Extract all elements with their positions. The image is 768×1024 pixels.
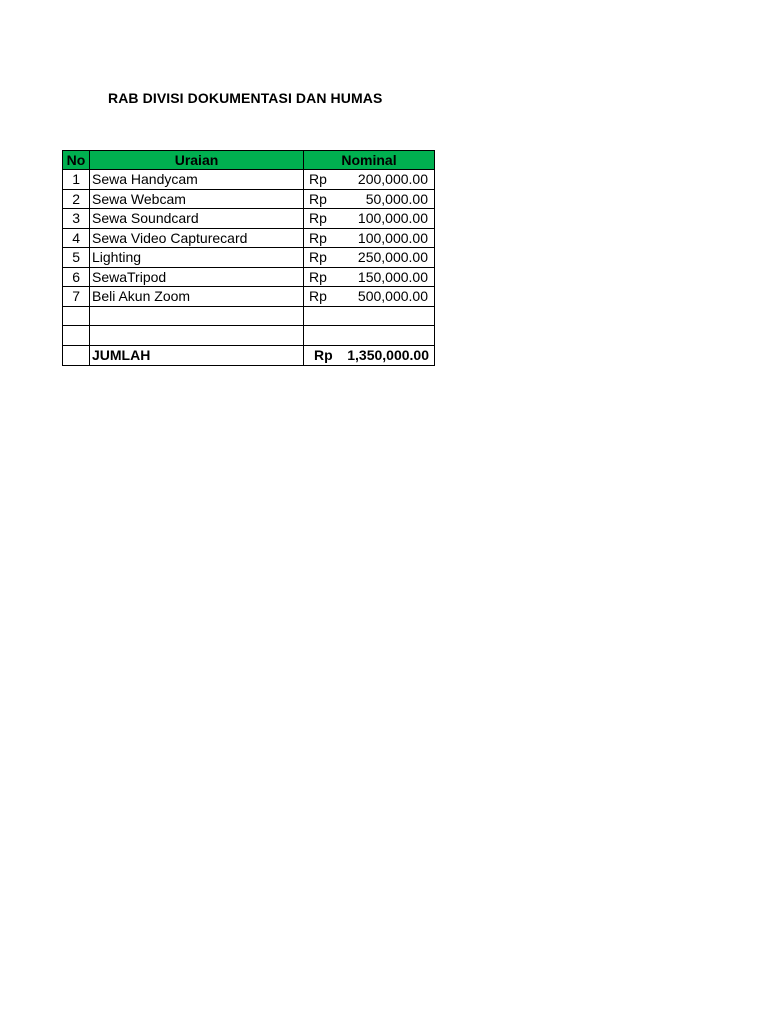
empty-row bbox=[63, 306, 435, 326]
empty-cell bbox=[63, 306, 90, 326]
empty-cell bbox=[63, 345, 90, 365]
row-nominal bbox=[304, 228, 435, 248]
currency-label: Rp bbox=[309, 171, 327, 187]
amount-value: 500,000.00 bbox=[357, 288, 428, 304]
total-currency-label: Rp bbox=[314, 346, 333, 363]
row-nominal bbox=[304, 267, 435, 287]
table-row bbox=[63, 248, 435, 268]
currency-label: Rp bbox=[309, 268, 327, 285]
empty-cell bbox=[304, 306, 435, 326]
empty-cell bbox=[90, 326, 304, 346]
header-nominal: Nominal bbox=[304, 151, 435, 170]
row-no: 2 bbox=[63, 189, 90, 209]
currency-label: Rp bbox=[309, 249, 327, 265]
table-header-row bbox=[63, 151, 435, 170]
empty-cell bbox=[304, 326, 435, 346]
amount-value: 100,000.00 bbox=[357, 210, 428, 226]
row-uraian: Sewa Handycam bbox=[90, 170, 304, 190]
row-no: 1 bbox=[63, 170, 90, 190]
budget-table bbox=[62, 150, 435, 366]
row-nominal bbox=[304, 287, 435, 307]
table-row bbox=[63, 189, 435, 209]
currency-label: Rp bbox=[309, 190, 327, 207]
row-no: 5 bbox=[63, 248, 90, 268]
row-no: 6 bbox=[63, 267, 90, 287]
currency-label: Rp bbox=[309, 288, 327, 304]
row-uraian: Sewa Webcam bbox=[90, 189, 304, 209]
empty-cell bbox=[63, 326, 90, 346]
amount-value: 200,000.00 bbox=[357, 171, 428, 187]
currency-label: Rp bbox=[309, 210, 327, 226]
empty-cell bbox=[90, 306, 304, 326]
amount-value: 50,000.00 bbox=[365, 190, 428, 207]
table-row bbox=[63, 267, 435, 287]
row-nominal bbox=[304, 209, 435, 229]
table-row bbox=[63, 287, 435, 307]
row-uraian: Beli Akun Zoom bbox=[90, 287, 304, 307]
table-row bbox=[63, 209, 435, 229]
total-row bbox=[63, 345, 435, 365]
amount-value: 250,000.00 bbox=[357, 249, 428, 265]
header-no: No bbox=[63, 151, 90, 170]
row-nominal bbox=[304, 248, 435, 268]
row-uraian: SewaTripod bbox=[90, 267, 304, 287]
row-no: 4 bbox=[63, 228, 90, 248]
row-nominal bbox=[304, 189, 435, 209]
row-uraian: Sewa Video Capturecard bbox=[90, 228, 304, 248]
table-row bbox=[63, 228, 435, 248]
row-no: 7 bbox=[63, 287, 90, 307]
currency-label: Rp bbox=[309, 229, 327, 246]
amount-value: 100,000.00 bbox=[357, 229, 428, 246]
row-no: 3 bbox=[63, 209, 90, 229]
row-uraian: Lighting bbox=[90, 248, 304, 268]
total-amount-value: 1,350,000.00 bbox=[347, 346, 429, 363]
document-title: RAB DIVISI DOKUMENTASI DAN HUMAS bbox=[108, 90, 383, 106]
total-nominal bbox=[304, 345, 435, 365]
row-nominal bbox=[304, 170, 435, 190]
empty-row bbox=[63, 326, 435, 346]
table-row bbox=[63, 170, 435, 190]
row-uraian: Sewa Soundcard bbox=[90, 209, 304, 229]
header-uraian: Uraian bbox=[90, 151, 304, 170]
amount-value: 150,000.00 bbox=[357, 268, 428, 285]
total-label: JUMLAH bbox=[90, 345, 304, 365]
